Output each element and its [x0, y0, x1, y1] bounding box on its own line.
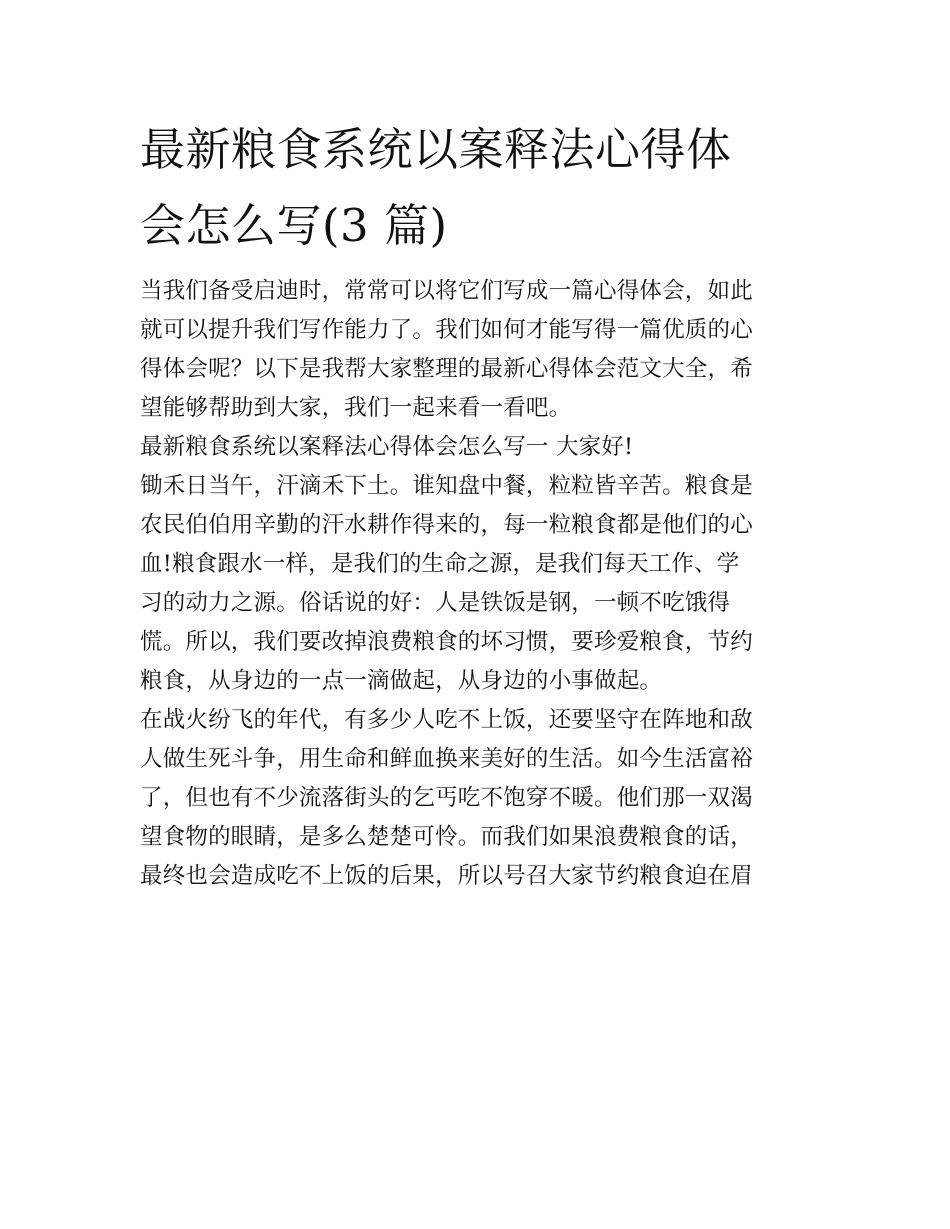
text-line: 粮食，从身边的一点一滴做起，从身边的小事做起。: [140, 668, 663, 694]
text-line: 望能够帮助到大家，我们一起来看一看吧。: [140, 395, 572, 421]
text-line: 在战火纷飞的年代，有多少人吃不上饭，还要坚守在阵地和敌: [140, 707, 753, 733]
text-line: 得体会呢？以下是我帮大家整理的最新心得体会范文大全，希: [140, 356, 753, 382]
text-line: 当我们备受启迪时，常常可以将它们写成一篇心得体会，如此: [140, 278, 753, 304]
section-heading-line: 最新粮食系统以案释法心得体会怎么写一 大家好!: [140, 434, 634, 460]
title-line-2: 会怎么写(3 篇): [140, 199, 448, 252]
text-line: 就可以提升我们写作能力了。我们如何才能写得一篇优质的心: [140, 317, 753, 343]
text-line: 血!粮食跟水一样，是我们的生命之源，是我们每天工作、学: [140, 551, 740, 577]
text-line: 锄禾日当午，汗滴禾下土。谁知盘中餐，粒粒皆辛苦。粮食是: [140, 473, 753, 499]
text-line: 人做生死斗争，用生命和鲜血换来美好的生活。如今生活富裕: [140, 746, 753, 772]
document-title: [140, 112, 812, 264]
document-page: [140, 112, 812, 896]
title-line-1: 最新粮食系统以案释法心得体: [140, 123, 732, 176]
text-line: 了，但也有不少流落街头的乞丐吃不饱穿不暖。他们那一双渴: [140, 785, 753, 811]
text-line: 望食物的眼睛，是多么楚楚可怜。而我们如果浪费粮食的话，: [140, 824, 753, 850]
text-line: 习的动力之源。俗话说的好：人是铁饭是钢，一顿不吃饿得: [140, 590, 731, 616]
document-body: [140, 272, 812, 896]
text-line: 农民伯伯用辛勤的汗水耕作得来的，每一粒粮食都是他们的心: [140, 512, 753, 538]
text-line: 慌。所以，我们要改掉浪费粮食的坏习惯，要珍爱粮食，节约: [140, 629, 753, 655]
text-line: 最终也会造成吃不上饭的后果，所以号召大家节约粮食迫在眉: [140, 863, 753, 889]
